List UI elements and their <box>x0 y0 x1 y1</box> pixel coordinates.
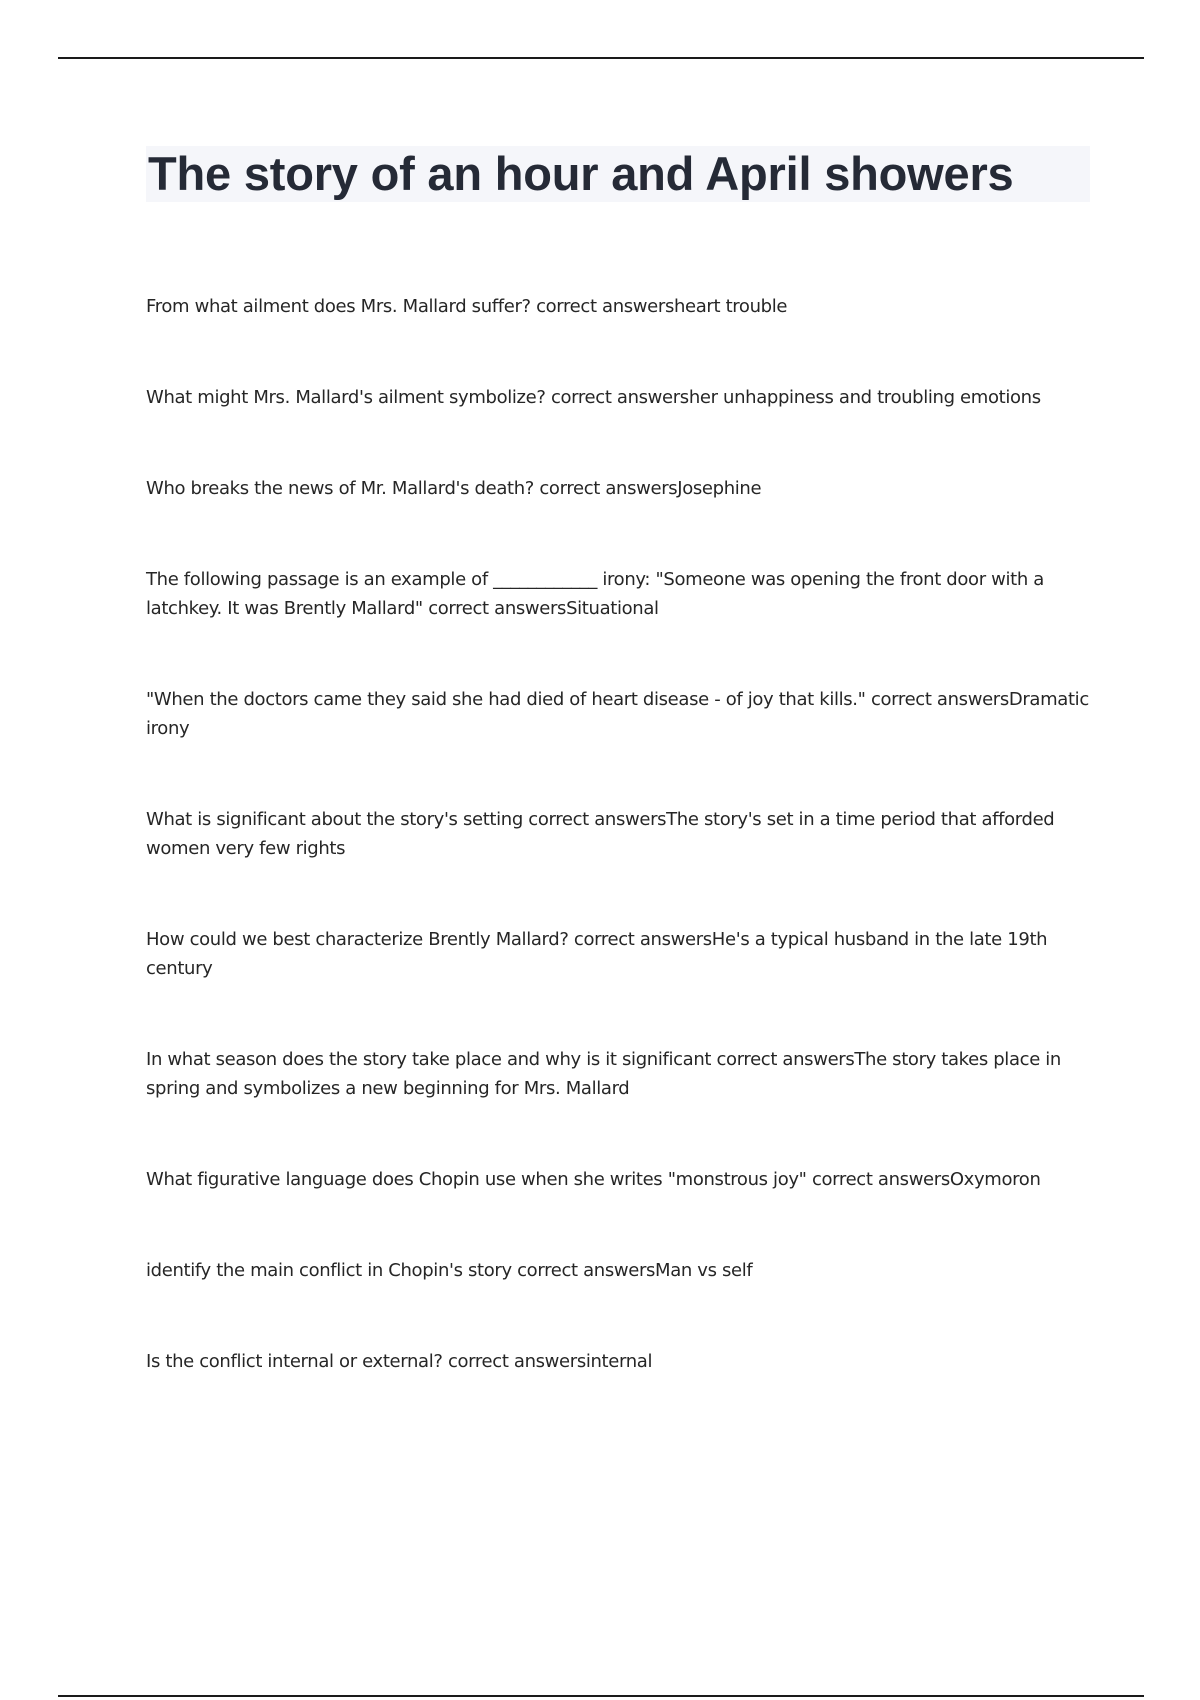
header-rule <box>58 57 1144 59</box>
qa-item-11: Is the conflict internal or external? correct answersinternal <box>146 1351 653 1372</box>
qa-item-4: The following passage is an example of ____________ irony: "Someone was opening the front door with a latchkey. It was Brently Mallard" correct answersSituational <box>146 569 1044 619</box>
qa-item-9: What figurative language does Chopin use when she writes "monstrous joy" correct answersOxymoron <box>146 1169 1041 1190</box>
qa-item-1: From what ailment does Mrs. Mallard suffer? correct answersheart trouble <box>146 296 788 317</box>
qa-item-3: Who breaks the news of Mr. Mallard's death? correct answersJosephine <box>146 478 762 499</box>
qa-item-7: How could we best characterize Brently Mallard? correct answersHe's a typical husband in the late 19th century <box>146 929 1048 979</box>
page-title: The story of an hour and April showers <box>148 147 1014 200</box>
qa-item-8: In what season does the story take place and why is it significant correct answersThe story takes place in spring and symbolizes a new beginning for Mrs. Mallard <box>146 1049 1061 1099</box>
qa-item-5: "When the doctors came they said she had died of heart disease - of joy that kills." correct answersDramatic irony <box>146 689 1089 739</box>
footer-rule <box>58 1695 1144 1697</box>
title-highlight <box>146 146 1090 202</box>
qa-item-6: What is significant about the story's setting correct answersThe story's set in a time period that afforded women very few rights <box>146 809 1055 859</box>
qa-item-10: identify the main conflict in Chopin's story correct answersMan vs self <box>146 1260 753 1281</box>
qa-item-2: What might Mrs. Mallard's ailment symbolize? correct answersher unhappiness and troubling emotions <box>146 387 1041 408</box>
